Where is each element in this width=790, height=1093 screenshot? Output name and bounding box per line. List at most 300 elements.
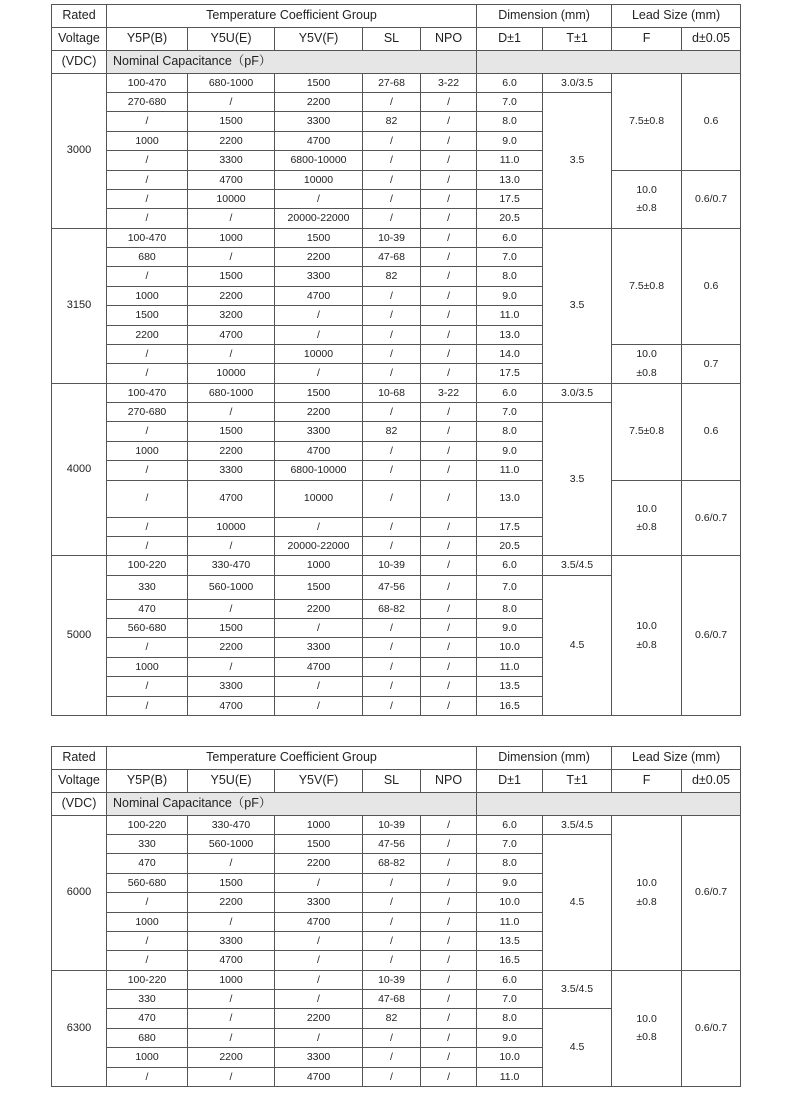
y5u-cell: 10000 (188, 189, 275, 208)
d-cell: 13.0 (477, 170, 543, 189)
t-cell: 3.5 (543, 403, 612, 556)
vdc-header: (VDC) (52, 50, 107, 73)
npo-header: NPO (421, 769, 477, 792)
y5p-cell: 100-220 (107, 970, 188, 989)
rated-voltage-cell: 5000 (52, 556, 107, 716)
t-cell: 4.5 (543, 835, 612, 971)
t-cell: 3.0/3.5 (543, 73, 612, 92)
sl-cell: 47-56 (363, 835, 421, 854)
lead-d-cell: 0.6 (682, 383, 741, 480)
y5u-cell: 680-1000 (188, 73, 275, 92)
y5p-cell: 100-470 (107, 383, 188, 402)
y5p-cell: / (107, 422, 188, 441)
npo-cell: / (421, 638, 477, 657)
y5u-cell: 2200 (188, 286, 275, 305)
header-row-1 (52, 747, 741, 770)
y5v-cell: 1500 (275, 228, 363, 247)
y5p-cell: 1000 (107, 1048, 188, 1067)
sl-cell: / (363, 536, 421, 555)
sl-cell: / (363, 657, 421, 676)
lead-size-header: Lead Size (mm) (612, 5, 741, 28)
npo-cell: / (421, 344, 477, 363)
table-row (52, 383, 741, 402)
npo-cell: / (421, 1009, 477, 1028)
sl-cell: / (363, 1067, 421, 1086)
d-cell: 9.0 (477, 441, 543, 460)
y5v-cell: 3300 (275, 638, 363, 657)
sl-cell: / (363, 441, 421, 460)
y5v-header: Y5V(F) (275, 27, 363, 50)
y5p-cell: / (107, 638, 188, 657)
y5v-cell: 1000 (275, 815, 363, 834)
npo-cell: / (421, 619, 477, 638)
y5u-cell: / (188, 990, 275, 1009)
y5u-cell: 1000 (188, 970, 275, 989)
d-cell: 11.0 (477, 151, 543, 170)
sl-cell: 27-68 (363, 73, 421, 92)
y5u-cell: / (188, 599, 275, 618)
sl-cell: 82 (363, 1009, 421, 1028)
d-cell: 8.0 (477, 422, 543, 441)
y5p-cell: 330 (107, 575, 188, 599)
d-cell: 17.5 (477, 364, 543, 383)
rated-voltage-cell: 3150 (52, 228, 107, 383)
y5v-cell: 1000 (275, 556, 363, 575)
y5v-cell: 6800-10000 (275, 461, 363, 480)
y5u-cell: / (188, 536, 275, 555)
d-cell: 10.0 (477, 893, 543, 912)
npo-cell: / (421, 599, 477, 618)
y5v-cell: 2200 (275, 248, 363, 267)
y5v-cell: / (275, 970, 363, 989)
y5p-cell: 1000 (107, 131, 188, 150)
npo-cell: / (421, 575, 477, 599)
lead-d-cell: 0.6/0.7 (682, 170, 741, 228)
t-cell: 4.5 (543, 1009, 612, 1087)
sl-cell: 10-68 (363, 383, 421, 402)
y5v-cell: 20000-22000 (275, 209, 363, 228)
y5p-cell: 1000 (107, 441, 188, 460)
d-cell: 17.5 (477, 517, 543, 536)
y5p-cell: 100-220 (107, 556, 188, 575)
sl-cell: / (363, 325, 421, 344)
d-cell: 13.5 (477, 931, 543, 950)
npo-cell: / (421, 854, 477, 873)
npo-cell: / (421, 657, 477, 676)
d-cell: 7.0 (477, 248, 543, 267)
t-cell: 3.5/4.5 (543, 970, 612, 1009)
table-row (52, 344, 741, 363)
y5u-cell: 2200 (188, 441, 275, 460)
npo-cell: / (421, 931, 477, 950)
y5p-cell: / (107, 1067, 188, 1086)
sl-cell: / (363, 461, 421, 480)
y5p-cell: 1500 (107, 306, 188, 325)
y5u-cell: 2200 (188, 638, 275, 657)
capacitor-spec-table-2 (51, 746, 741, 1087)
f-header: F (612, 769, 682, 792)
y5p-cell: 1000 (107, 912, 188, 931)
npo-cell: / (421, 286, 477, 305)
y5p-cell: / (107, 480, 188, 517)
y5v-cell: 2200 (275, 599, 363, 618)
table-row (52, 815, 741, 834)
y5p-cell: / (107, 344, 188, 363)
npo-cell: / (421, 131, 477, 150)
d-header: D±1 (477, 769, 543, 792)
npo-cell: / (421, 677, 477, 696)
y5u-cell: / (188, 1009, 275, 1028)
voltage-header: Voltage (52, 27, 107, 50)
y5v-cell: 3300 (275, 112, 363, 131)
y5u-cell: 1000 (188, 228, 275, 247)
sl-cell: / (363, 306, 421, 325)
temp-group-header: Temperature Coefficient Group (107, 5, 477, 28)
y5p-cell: / (107, 461, 188, 480)
y5u-cell: 4700 (188, 325, 275, 344)
y5v-cell: 2200 (275, 854, 363, 873)
d-cell: 6.0 (477, 383, 543, 402)
y5p-cell: 470 (107, 1009, 188, 1028)
y5v-cell: 3300 (275, 422, 363, 441)
y5p-cell: / (107, 893, 188, 912)
y5p-cell: / (107, 931, 188, 950)
y5v-cell: 2200 (275, 403, 363, 422)
npo-cell: / (421, 815, 477, 834)
table-row (52, 73, 741, 92)
y5v-cell: 1500 (275, 73, 363, 92)
npo-cell: / (421, 1067, 477, 1086)
sl-cell: 10-39 (363, 815, 421, 834)
header-blank (477, 50, 741, 73)
y5p-cell: 270-680 (107, 403, 188, 422)
y5p-cell: 100-470 (107, 73, 188, 92)
y5u-cell: 10000 (188, 364, 275, 383)
npo-cell: / (421, 536, 477, 555)
d-cell: 6.0 (477, 228, 543, 247)
sl-cell: 82 (363, 267, 421, 286)
d-cell: 9.0 (477, 131, 543, 150)
d-cell: 9.0 (477, 1028, 543, 1047)
y5u-cell: / (188, 1067, 275, 1086)
y5v-cell: 6800-10000 (275, 151, 363, 170)
y5p-cell: / (107, 677, 188, 696)
y5u-cell: / (188, 248, 275, 267)
npo-cell: / (421, 306, 477, 325)
d-cell: 11.0 (477, 912, 543, 931)
npo-cell: / (421, 209, 477, 228)
sl-cell: / (363, 931, 421, 950)
d-cell: 13.0 (477, 480, 543, 517)
y5v-cell: 3300 (275, 893, 363, 912)
npo-cell: / (421, 248, 477, 267)
y5p-cell: / (107, 364, 188, 383)
sl-cell: / (363, 677, 421, 696)
y5u-cell: / (188, 854, 275, 873)
y5v-cell: 4700 (275, 1067, 363, 1086)
f-header: F (612, 27, 682, 50)
lead-d-cell: 0.7 (682, 344, 741, 383)
sl-cell: / (363, 517, 421, 536)
d-cell: 20.5 (477, 536, 543, 555)
t-cell: 3.5 (543, 93, 612, 229)
d-cell: 6.0 (477, 556, 543, 575)
npo-cell: / (421, 893, 477, 912)
t-cell: 3.5 (543, 228, 612, 383)
npo-cell: / (421, 170, 477, 189)
d-header: D±1 (477, 27, 543, 50)
y5u-header: Y5U(E) (188, 27, 275, 50)
d-cell: 20.5 (477, 209, 543, 228)
t-header: T±1 (543, 27, 612, 50)
y5u-cell: / (188, 912, 275, 931)
npo-cell: 3-22 (421, 383, 477, 402)
lead-d-cell: 0.6 (682, 73, 741, 170)
y5v-cell: / (275, 873, 363, 892)
y5p-cell: / (107, 517, 188, 536)
dimension-header: Dimension (mm) (477, 747, 612, 770)
npo-cell: / (421, 93, 477, 112)
d-cell: 6.0 (477, 73, 543, 92)
y5v-cell: 1500 (275, 383, 363, 402)
y5v-cell: / (275, 189, 363, 208)
y5p-cell: 330 (107, 990, 188, 1009)
y5v-cell: 4700 (275, 131, 363, 150)
lead-d-cell: 0.6 (682, 228, 741, 344)
y5v-cell: / (275, 517, 363, 536)
sl-cell: 47-68 (363, 990, 421, 1009)
y5p-cell: 330 (107, 835, 188, 854)
y5v-cell: / (275, 931, 363, 950)
y5u-cell: 330-470 (188, 815, 275, 834)
d-cell: 11.0 (477, 461, 543, 480)
d-cell: 16.5 (477, 696, 543, 715)
d-cell: 14.0 (477, 344, 543, 363)
sl-cell: / (363, 344, 421, 363)
npo-cell: / (421, 189, 477, 208)
y5v-cell: 10000 (275, 480, 363, 517)
t-cell: 3.5/4.5 (543, 556, 612, 575)
sl-cell: / (363, 951, 421, 970)
f-cell: 10.0 ±0.8 (612, 815, 682, 970)
y5u-cell: / (188, 93, 275, 112)
y5p-cell: 2200 (107, 325, 188, 344)
y5v-cell: / (275, 306, 363, 325)
d-cell: 11.0 (477, 1067, 543, 1086)
sl-cell: / (363, 1048, 421, 1067)
npo-cell: / (421, 970, 477, 989)
sl-cell: / (363, 480, 421, 517)
d-cell: 13.0 (477, 325, 543, 344)
npo-cell: / (421, 325, 477, 344)
t-cell: 3.5/4.5 (543, 815, 612, 834)
f-cell: 10.0 ±0.8 (612, 556, 682, 716)
y5v-cell: / (275, 990, 363, 1009)
d-cell: 10.0 (477, 638, 543, 657)
y5v-cell: / (275, 619, 363, 638)
sl-cell: 10-39 (363, 970, 421, 989)
header-row-3 (52, 50, 741, 73)
d-cell: 6.0 (477, 970, 543, 989)
sl-header: SL (363, 27, 421, 50)
d-cell: 11.0 (477, 657, 543, 676)
y5p-cell: / (107, 170, 188, 189)
y5p-cell: 680 (107, 248, 188, 267)
d-cell: 8.0 (477, 267, 543, 286)
y5u-cell: / (188, 403, 275, 422)
table-row (52, 170, 741, 189)
t-cell: 4.5 (543, 575, 612, 715)
y5v-cell: 10000 (275, 170, 363, 189)
sl-cell: / (363, 912, 421, 931)
y5p-cell: 560-680 (107, 873, 188, 892)
y5v-cell: 4700 (275, 286, 363, 305)
npo-cell: / (421, 151, 477, 170)
lead-d-cell: 0.6/0.7 (682, 970, 741, 1086)
y5v-cell: 2200 (275, 93, 363, 112)
sl-cell: / (363, 893, 421, 912)
y5u-cell: / (188, 209, 275, 228)
d-cell: 10.0 (477, 1048, 543, 1067)
y5v-cell: / (275, 1028, 363, 1047)
f-cell: 10.0 ±0.8 (612, 170, 682, 228)
d-cell: 6.0 (477, 815, 543, 834)
sl-cell: 68-82 (363, 854, 421, 873)
sl-cell: / (363, 286, 421, 305)
rated-voltage-cell: 3000 (52, 73, 107, 228)
f-cell: 10.0 ±0.8 (612, 344, 682, 383)
y5v-cell: 3300 (275, 1048, 363, 1067)
npo-cell: / (421, 1028, 477, 1047)
y5p-cell: / (107, 267, 188, 286)
sl-cell: / (363, 151, 421, 170)
y5u-cell: 4700 (188, 170, 275, 189)
dd-header: d±0.05 (682, 27, 741, 50)
y5u-cell: / (188, 657, 275, 676)
y5p-header: Y5P(B) (107, 769, 188, 792)
y5u-cell: 10000 (188, 517, 275, 536)
sl-cell: / (363, 170, 421, 189)
table-row (52, 480, 741, 517)
sl-header: SL (363, 769, 421, 792)
npo-cell: / (421, 556, 477, 575)
y5v-cell: / (275, 951, 363, 970)
y5u-header: Y5U(E) (188, 769, 275, 792)
dimension-header: Dimension (mm) (477, 5, 612, 28)
sl-cell: / (363, 403, 421, 422)
nominal-capacitance-header: Nominal Capacitance（pF） (107, 50, 477, 73)
y5p-cell: 1000 (107, 286, 188, 305)
y5u-cell: 560-1000 (188, 835, 275, 854)
npo-cell: / (421, 696, 477, 715)
temp-group-header: Temperature Coefficient Group (107, 747, 477, 770)
d-cell: 8.0 (477, 1009, 543, 1028)
sl-cell: 10-39 (363, 556, 421, 575)
sl-cell: / (363, 696, 421, 715)
y5u-cell: 2200 (188, 893, 275, 912)
npo-cell: / (421, 267, 477, 286)
y5u-cell: 1500 (188, 422, 275, 441)
y5v-cell: 4700 (275, 912, 363, 931)
sl-cell: 47-68 (363, 248, 421, 267)
table-row (52, 556, 741, 575)
y5u-cell: 4700 (188, 480, 275, 517)
header-row-3 (52, 792, 741, 815)
rated-voltage-cell: 4000 (52, 383, 107, 556)
npo-cell: / (421, 403, 477, 422)
t-cell: 3.0/3.5 (543, 383, 612, 402)
y5p-cell: / (107, 112, 188, 131)
sl-cell: 82 (363, 422, 421, 441)
sl-cell: / (363, 638, 421, 657)
y5v-cell: 1500 (275, 575, 363, 599)
npo-cell: / (421, 461, 477, 480)
d-cell: 8.0 (477, 112, 543, 131)
d-cell: 7.0 (477, 990, 543, 1009)
y5v-cell: / (275, 677, 363, 696)
vdc-header: (VDC) (52, 792, 107, 815)
npo-cell: / (421, 873, 477, 892)
y5v-cell: 4700 (275, 441, 363, 460)
header-row-1 (52, 5, 741, 28)
d-cell: 7.0 (477, 93, 543, 112)
npo-cell: / (421, 517, 477, 536)
sl-cell: 68-82 (363, 599, 421, 618)
d-cell: 8.0 (477, 854, 543, 873)
y5p-cell: 680 (107, 1028, 188, 1047)
d-cell: 7.0 (477, 575, 543, 599)
y5v-cell: 4700 (275, 657, 363, 676)
table-row (52, 970, 741, 989)
y5p-cell: 100-470 (107, 228, 188, 247)
t-header: T±1 (543, 769, 612, 792)
f-cell: 10.0 ±0.8 (612, 970, 682, 1086)
y5u-cell: 1500 (188, 112, 275, 131)
npo-cell: / (421, 990, 477, 1009)
rated-voltage-cell: 6300 (52, 970, 107, 1086)
y5v-cell: / (275, 696, 363, 715)
y5p-cell: / (107, 189, 188, 208)
sl-cell: / (363, 209, 421, 228)
npo-cell: 3-22 (421, 73, 477, 92)
sl-cell: 82 (363, 112, 421, 131)
lead-d-cell: 0.6/0.7 (682, 556, 741, 716)
y5v-cell: / (275, 325, 363, 344)
y5u-cell: 3300 (188, 677, 275, 696)
y5u-cell: 680-1000 (188, 383, 275, 402)
y5p-cell: / (107, 536, 188, 555)
sl-cell: / (363, 873, 421, 892)
y5v-cell: 20000-22000 (275, 536, 363, 555)
sl-cell: / (363, 1028, 421, 1047)
y5u-cell: 330-470 (188, 556, 275, 575)
capacitor-spec-table-1 (51, 4, 741, 716)
y5v-header: Y5V(F) (275, 769, 363, 792)
y5p-cell: 270-680 (107, 93, 188, 112)
header-row-2 (52, 769, 741, 792)
y5u-cell: 3200 (188, 306, 275, 325)
f-cell: 7.5±0.8 (612, 383, 682, 480)
y5u-cell: 1500 (188, 873, 275, 892)
f-cell: 7.5±0.8 (612, 228, 682, 344)
nominal-capacitance-header: Nominal Capacitance（pF） (107, 792, 477, 815)
d-cell: 7.0 (477, 403, 543, 422)
lead-d-cell: 0.6/0.7 (682, 815, 741, 970)
npo-cell: / (421, 364, 477, 383)
sl-cell: 47-56 (363, 575, 421, 599)
y5p-cell: 560-680 (107, 619, 188, 638)
y5v-cell: 10000 (275, 344, 363, 363)
